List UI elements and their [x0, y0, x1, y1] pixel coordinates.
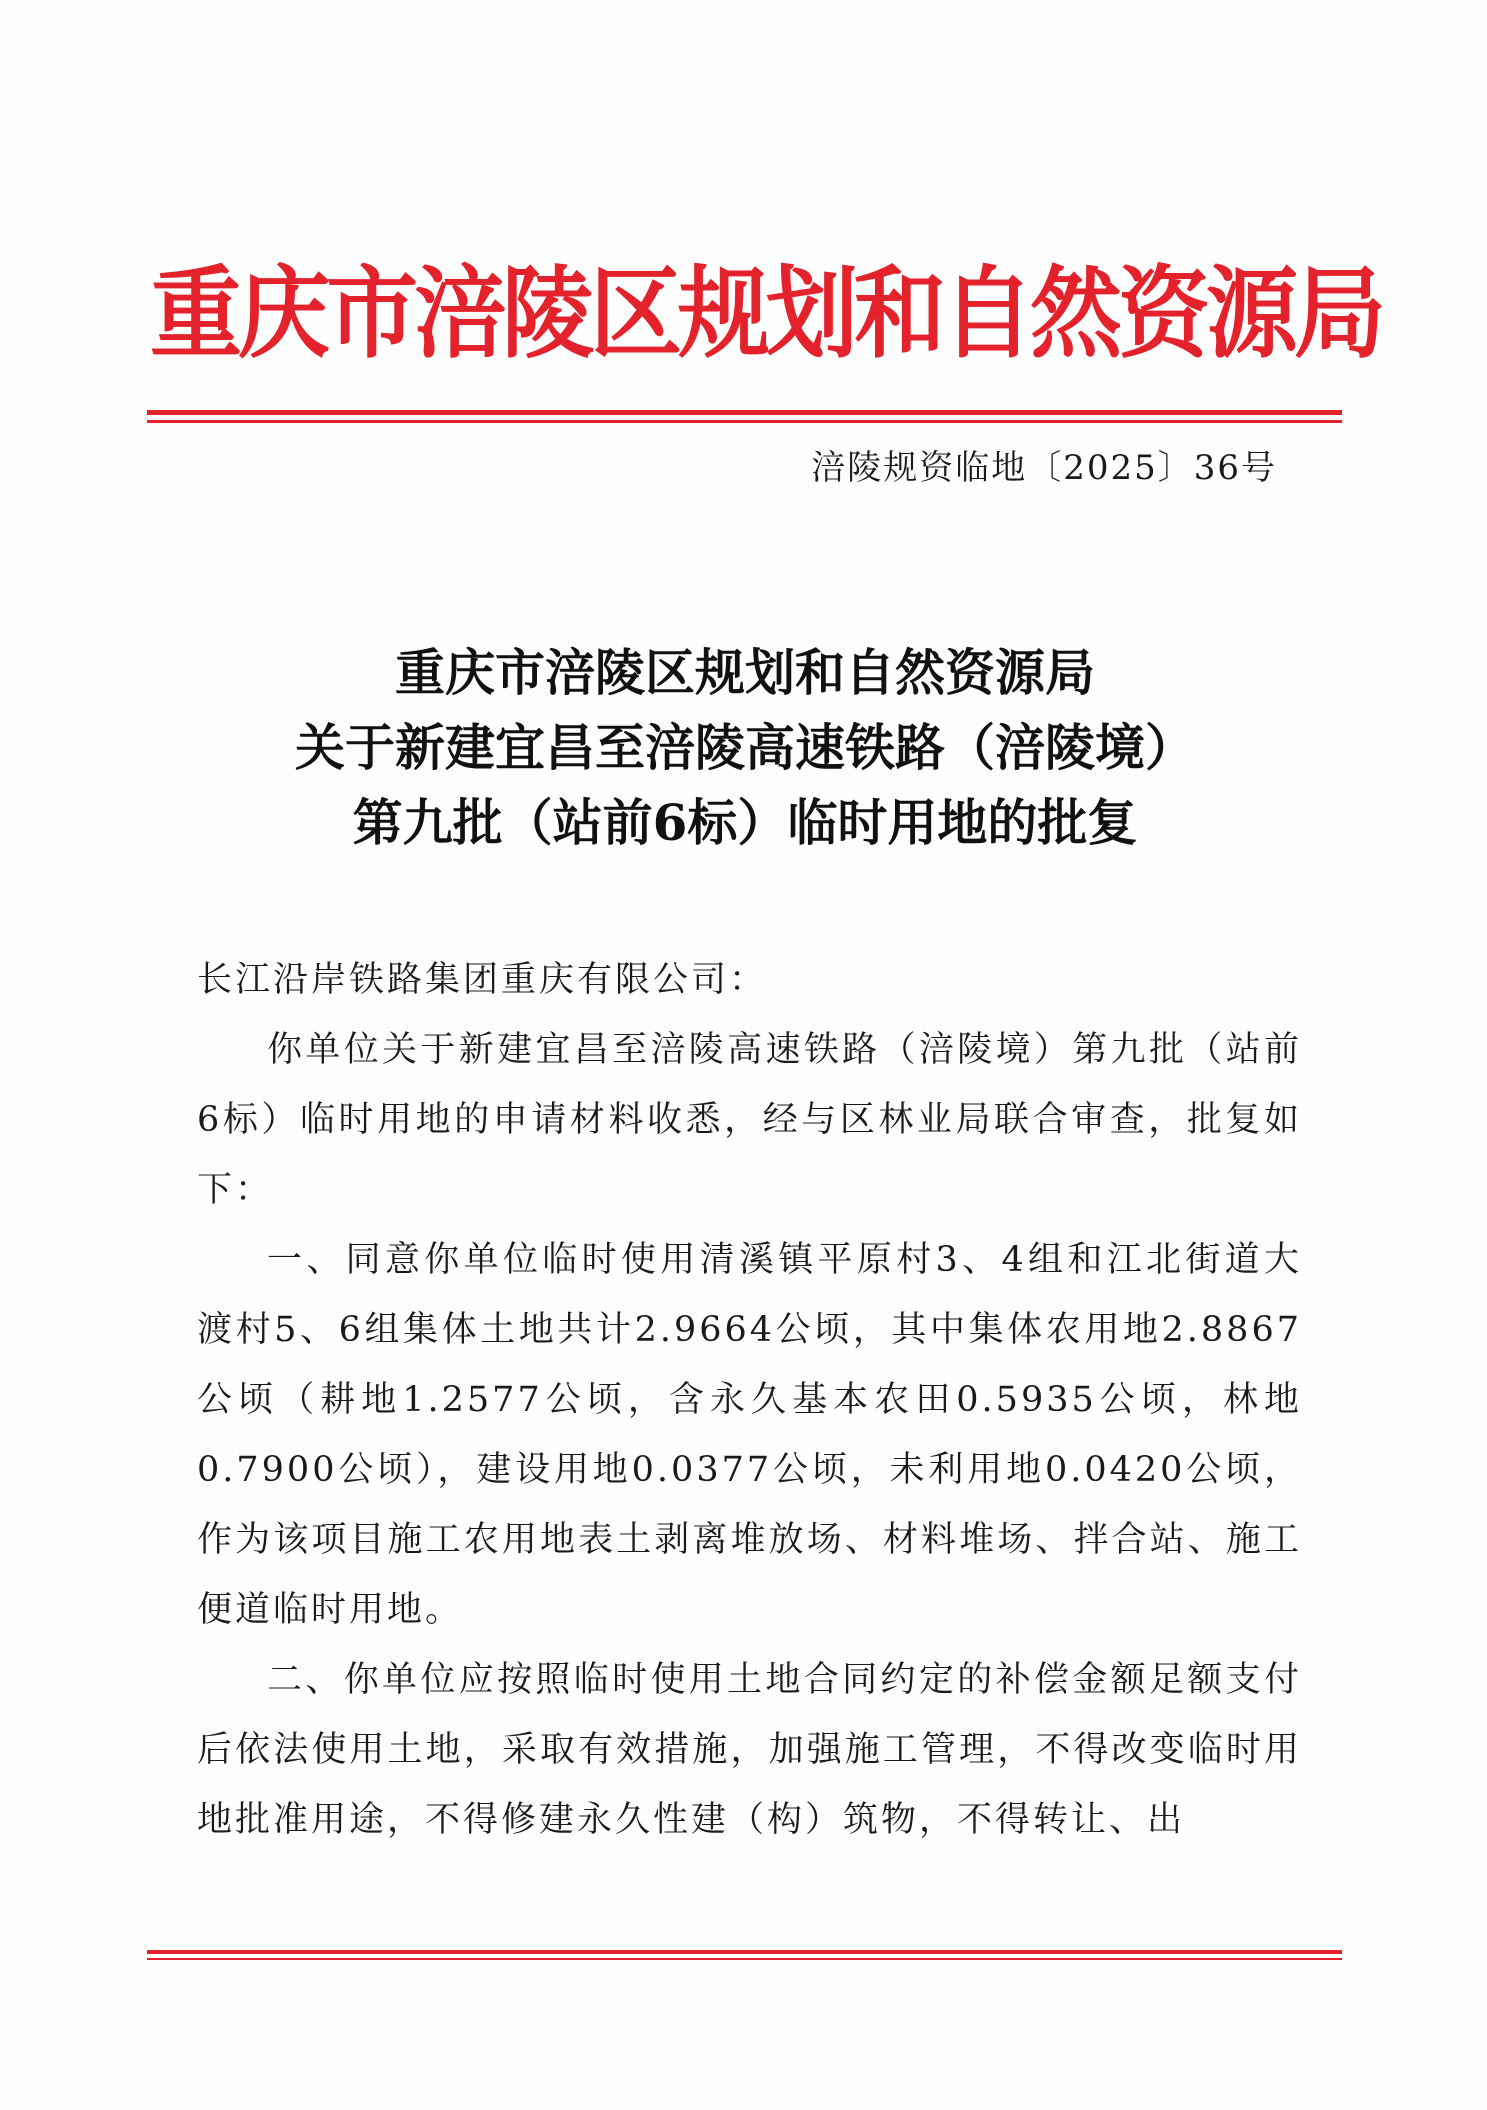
- title-line-1: 重庆市涪陵区规划和自然资源局: [395, 643, 1095, 702]
- body-paragraph-3: 二、你单位应按照临时使用土地合同约定的补偿金额足额支付后依法使用土地，采取有效措施，加强施工管理，不得改变临时用地批准用途，不得修建永久性建（构）筑物，不得转让、出: [197, 1660, 1302, 1840]
- document-body: [197, 945, 1302, 1855]
- document-number: 涪陵规资临地〔2025〕36号: [811, 448, 1277, 488]
- masthead-red-rule-thin: [147, 420, 1342, 423]
- title-line-2: 关于新建宜昌至涪陵高速铁路（涪陵境）: [295, 718, 1195, 777]
- body-paragraph-1: 你单位关于新建宜昌至涪陵高速铁路（涪陵境）第九批（站前6标）临时用地的申请材料收悉，经与区林业局联合审查，批复如下：: [197, 1030, 1302, 1210]
- footer-red-rule-thin: [147, 1958, 1342, 1960]
- masthead-agency-name: 重庆市涪陵区规划和自然资源局: [150, 256, 1383, 372]
- masthead-red-rule: [147, 410, 1342, 415]
- title-line-3: 第九批（站前6标）临时用地的批复: [352, 793, 1138, 852]
- document-title: [200, 635, 1290, 860]
- salutation: 长江沿岸铁路集团重庆有限公司：: [197, 960, 768, 1000]
- body-paragraph-2: 一、同意你单位临时使用清溪镇平原村3、4组和江北街道大渡村5、6组集体土地共计2.9664公顷，其中集体农用地2.8867公顷（耕地1.2577公顷，含永久基本农田0.5935公顷，林地0.7900公顷），建设用地0.0377公顷，未利用地0.0420公顷，作为该项目施工农用地表土剥离堆放场、材料堆场、拌合站、施工便道临时用地。: [197, 1240, 1302, 1630]
- footer-red-rule: [147, 1950, 1342, 1954]
